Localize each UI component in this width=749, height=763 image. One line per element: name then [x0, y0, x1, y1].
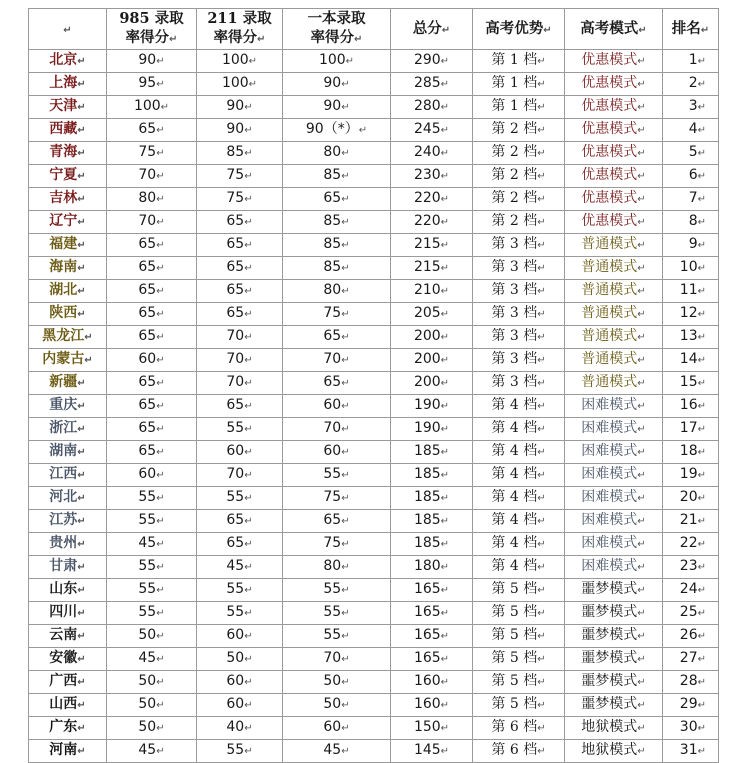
mode-cell: 困难模式↵ [565, 464, 663, 487]
score-211-cell: 55↵ [197, 602, 283, 625]
score-211-cell: 90↵ [197, 119, 283, 142]
score-211-cell: 70↵ [197, 464, 283, 487]
header-cell-province: ↵ [29, 9, 107, 50]
mode-cell: 困难模式↵ [565, 487, 663, 510]
total-cell: 220↵ [391, 188, 473, 211]
score-985-cell: 65↵ [107, 372, 197, 395]
score-yiben-cell: 45↵ [283, 740, 391, 763]
table-row [29, 671, 719, 694]
score-211-cell: 65↵ [197, 510, 283, 533]
table-row [29, 694, 719, 717]
rank-cell: 21↵ [663, 510, 719, 533]
total-cell: 220↵ [391, 211, 473, 234]
mode-cell: 优惠模式↵ [565, 165, 663, 188]
score-yiben-cell: 80↵ [283, 556, 391, 579]
score-985-cell: 55↵ [107, 510, 197, 533]
score-yiben-cell: 60↵ [283, 717, 391, 740]
table-row [29, 556, 719, 579]
total-cell: 185↵ [391, 510, 473, 533]
province-cell: 宁夏↵ [29, 165, 107, 188]
total-cell: 290↵ [391, 50, 473, 73]
score-yiben-cell: 65↵ [283, 510, 391, 533]
total-cell: 185↵ [391, 441, 473, 464]
header-row [29, 9, 719, 50]
rank-cell: 10↵ [663, 257, 719, 280]
mode-cell: 困难模式↵ [565, 395, 663, 418]
score-yiben-cell: 80↵ [283, 142, 391, 165]
province-cell: 广东↵ [29, 717, 107, 740]
total-cell: 240↵ [391, 142, 473, 165]
score-211-cell: 55↵ [197, 579, 283, 602]
score-yiben-cell: 85↵ [283, 234, 391, 257]
total-cell: 230↵ [391, 165, 473, 188]
table-row [29, 142, 719, 165]
mode-cell: 困难模式↵ [565, 533, 663, 556]
score-985-cell: 50↵ [107, 625, 197, 648]
tier-cell: 第 3 档↵ [473, 280, 565, 303]
mode-cell: 噩梦模式↵ [565, 602, 663, 625]
score-211-cell: 65↵ [197, 533, 283, 556]
province-cell: 湖北↵ [29, 280, 107, 303]
score-211-cell: 50↵ [197, 648, 283, 671]
rank-cell: 16↵ [663, 395, 719, 418]
mode-cell: 优惠模式↵ [565, 142, 663, 165]
header-cell-tier: 高考优势↵ [473, 9, 565, 50]
tier-cell: 第 3 档↵ [473, 257, 565, 280]
table-row [29, 257, 719, 280]
rank-cell: 3↵ [663, 96, 719, 119]
tier-cell: 第 3 档↵ [473, 303, 565, 326]
rank-cell: 9↵ [663, 234, 719, 257]
mode-cell: 优惠模式↵ [565, 119, 663, 142]
score-yiben-cell: 85↵ [283, 257, 391, 280]
province-cell: 江西↵ [29, 464, 107, 487]
province-cell: 浙江↵ [29, 418, 107, 441]
rank-cell: 18↵ [663, 441, 719, 464]
total-cell: 210↵ [391, 280, 473, 303]
total-cell: 200↵ [391, 372, 473, 395]
score-211-cell: 60↵ [197, 694, 283, 717]
mode-cell: 普通模式↵ [565, 372, 663, 395]
score-211-cell: 65↵ [197, 257, 283, 280]
score-211-cell: 75↵ [197, 165, 283, 188]
tier-cell: 第 5 档↵ [473, 671, 565, 694]
rank-cell: 1↵ [663, 50, 719, 73]
total-cell: 185↵ [391, 487, 473, 510]
score-211-cell: 55↵ [197, 418, 283, 441]
mode-cell: 地狱模式↵ [565, 717, 663, 740]
province-cell: 贵州↵ [29, 533, 107, 556]
score-211-cell: 55↵ [197, 740, 283, 763]
mode-cell: 普通模式↵ [565, 257, 663, 280]
score-yiben-cell: 90↵ [283, 73, 391, 96]
rank-cell: 2↵ [663, 73, 719, 96]
score-985-cell: 55↵ [107, 556, 197, 579]
table-row [29, 441, 719, 464]
score-211-cell: 65↵ [197, 234, 283, 257]
tier-cell: 第 4 档↵ [473, 487, 565, 510]
table-row [29, 211, 719, 234]
score-985-cell: 55↵ [107, 579, 197, 602]
province-cell: 江苏↵ [29, 510, 107, 533]
province-cell: 四川↵ [29, 602, 107, 625]
score-yiben-cell: 55↵ [283, 579, 391, 602]
score-985-cell: 75↵ [107, 142, 197, 165]
mode-cell: 噩梦模式↵ [565, 625, 663, 648]
mode-cell: 困难模式↵ [565, 418, 663, 441]
header-cell-total: 总分↵ [391, 9, 473, 50]
mode-cell: 优惠模式↵ [565, 96, 663, 119]
total-cell: 165↵ [391, 625, 473, 648]
total-cell: 215↵ [391, 234, 473, 257]
score-985-cell: 95↵ [107, 73, 197, 96]
table-row [29, 96, 719, 119]
score-yiben-cell: 75↵ [283, 303, 391, 326]
tier-cell: 第 6 档↵ [473, 717, 565, 740]
tier-cell: 第 4 档↵ [473, 441, 565, 464]
total-cell: 280↵ [391, 96, 473, 119]
province-cell: 内蒙古↵ [29, 349, 107, 372]
tier-cell: 第 6 档↵ [473, 740, 565, 763]
province-cell: 北京↵ [29, 50, 107, 73]
header-cell-mode: 高考模式↵ [565, 9, 663, 50]
mode-cell: 困难模式↵ [565, 510, 663, 533]
rank-cell: 6↵ [663, 165, 719, 188]
score-985-cell: 50↵ [107, 717, 197, 740]
score-211-cell: 55↵ [197, 487, 283, 510]
rank-cell: 11↵ [663, 280, 719, 303]
score-yiben-cell: 50↵ [283, 671, 391, 694]
rank-cell: 23↵ [663, 556, 719, 579]
mode-cell: 普通模式↵ [565, 303, 663, 326]
rank-cell: 15↵ [663, 372, 719, 395]
score-211-cell: 100↵ [197, 73, 283, 96]
province-cell: 云南↵ [29, 625, 107, 648]
table-row [29, 119, 719, 142]
province-cell: 甘肃↵ [29, 556, 107, 579]
province-cell: 湖南↵ [29, 441, 107, 464]
score-yiben-cell: 55↵ [283, 464, 391, 487]
score-985-cell: 90↵ [107, 50, 197, 73]
tier-cell: 第 2 档↵ [473, 211, 565, 234]
mode-cell: 普通模式↵ [565, 234, 663, 257]
mode-cell: 优惠模式↵ [565, 73, 663, 96]
score-211-cell: 75↵ [197, 188, 283, 211]
province-cell: 安徽↵ [29, 648, 107, 671]
rank-cell: 28↵ [663, 671, 719, 694]
score-yiben-cell: 55↵ [283, 625, 391, 648]
score-211-cell: 40↵ [197, 717, 283, 740]
province-cell: 上海↵ [29, 73, 107, 96]
total-cell: 285↵ [391, 73, 473, 96]
score-985-cell: 55↵ [107, 487, 197, 510]
table-row [29, 487, 719, 510]
score-985-cell: 100↵ [107, 96, 197, 119]
title-strip [0, 0, 749, 8]
ranking-table [28, 8, 719, 763]
rank-cell: 5↵ [663, 142, 719, 165]
mode-cell: 困难模式↵ [565, 556, 663, 579]
mode-cell: 地狱模式↵ [565, 740, 663, 763]
table-row [29, 73, 719, 96]
score-211-cell: 65↵ [197, 395, 283, 418]
tier-cell: 第 1 档↵ [473, 50, 565, 73]
tier-cell: 第 3 档↵ [473, 349, 565, 372]
total-cell: 165↵ [391, 648, 473, 671]
score-985-cell: 50↵ [107, 671, 197, 694]
total-cell: 190↵ [391, 395, 473, 418]
score-yiben-cell: 70↵ [283, 349, 391, 372]
mode-cell: 噩梦模式↵ [565, 671, 663, 694]
table-row [29, 303, 719, 326]
score-985-cell: 45↵ [107, 533, 197, 556]
total-cell: 160↵ [391, 671, 473, 694]
table-row [29, 579, 719, 602]
total-cell: 165↵ [391, 579, 473, 602]
score-yiben-cell: 50↵ [283, 694, 391, 717]
total-cell: 215↵ [391, 257, 473, 280]
score-985-cell: 45↵ [107, 740, 197, 763]
rank-cell: 8↵ [663, 211, 719, 234]
province-cell: 黑龙江↵ [29, 326, 107, 349]
total-cell: 165↵ [391, 602, 473, 625]
tier-cell: 第 1 档↵ [473, 96, 565, 119]
table-row [29, 395, 719, 418]
score-yiben-cell: 65↵ [283, 372, 391, 395]
total-cell: 200↵ [391, 326, 473, 349]
score-985-cell: 65↵ [107, 280, 197, 303]
score-yiben-cell: 55↵ [283, 602, 391, 625]
tier-cell: 第 4 档↵ [473, 464, 565, 487]
score-985-cell: 65↵ [107, 441, 197, 464]
rank-cell: 14↵ [663, 349, 719, 372]
score-211-cell: 70↵ [197, 349, 283, 372]
province-cell: 山西↵ [29, 694, 107, 717]
tier-cell: 第 1 档↵ [473, 73, 565, 96]
score-985-cell: 55↵ [107, 602, 197, 625]
province-cell: 吉林↵ [29, 188, 107, 211]
province-cell: 辽宁↵ [29, 211, 107, 234]
score-yiben-cell: 75↵ [283, 487, 391, 510]
province-cell: 海南↵ [29, 257, 107, 280]
province-cell: 陕西↵ [29, 303, 107, 326]
rank-cell: 30↵ [663, 717, 719, 740]
table-row [29, 50, 719, 73]
score-yiben-cell: 65↵ [283, 326, 391, 349]
score-yiben-cell: 75↵ [283, 533, 391, 556]
rank-cell: 22↵ [663, 533, 719, 556]
score-211-cell: 70↵ [197, 372, 283, 395]
tier-cell: 第 2 档↵ [473, 188, 565, 211]
tier-cell: 第 2 档↵ [473, 119, 565, 142]
mode-cell: 优惠模式↵ [565, 50, 663, 73]
mode-cell: 优惠模式↵ [565, 188, 663, 211]
province-cell: 广西↵ [29, 671, 107, 694]
mode-cell: 普通模式↵ [565, 326, 663, 349]
province-cell: 河北↵ [29, 487, 107, 510]
table-body [29, 50, 719, 763]
rank-cell: 31↵ [663, 740, 719, 763]
score-985-cell: 60↵ [107, 349, 197, 372]
mode-cell: 噩梦模式↵ [565, 694, 663, 717]
tier-cell: 第 3 档↵ [473, 326, 565, 349]
score-985-cell: 65↵ [107, 234, 197, 257]
header-cell-211: 211 录取 率得分↵ [197, 9, 283, 50]
rank-cell: 24↵ [663, 579, 719, 602]
score-211-cell: 45↵ [197, 556, 283, 579]
table-row [29, 648, 719, 671]
header-cell-rank: 排名↵ [663, 9, 719, 50]
table-row [29, 418, 719, 441]
province-cell: 新疆↵ [29, 372, 107, 395]
tier-cell: 第 5 档↵ [473, 625, 565, 648]
score-985-cell: 65↵ [107, 326, 197, 349]
mode-cell: 普通模式↵ [565, 280, 663, 303]
score-yiben-cell: 65↵ [283, 188, 391, 211]
table-row [29, 533, 719, 556]
score-yiben-cell: 70↵ [283, 418, 391, 441]
score-211-cell: 65↵ [197, 280, 283, 303]
mode-cell: 困难模式↵ [565, 441, 663, 464]
total-cell: 245↵ [391, 119, 473, 142]
rank-cell: 4↵ [663, 119, 719, 142]
total-cell: 185↵ [391, 464, 473, 487]
tier-cell: 第 5 档↵ [473, 694, 565, 717]
score-yiben-cell: 60↵ [283, 441, 391, 464]
province-cell: 青海↵ [29, 142, 107, 165]
rank-cell: 25↵ [663, 602, 719, 625]
score-211-cell: 85↵ [197, 142, 283, 165]
table-row [29, 740, 719, 763]
total-cell: 205↵ [391, 303, 473, 326]
tier-cell: 第 5 档↵ [473, 648, 565, 671]
table-row [29, 188, 719, 211]
mode-cell: 噩梦模式↵ [565, 648, 663, 671]
score-985-cell: 70↵ [107, 165, 197, 188]
province-cell: 福建↵ [29, 234, 107, 257]
header-cell-yiben: 一本录取 率得分↵ [283, 9, 391, 50]
province-cell: 重庆↵ [29, 395, 107, 418]
score-211-cell: 60↵ [197, 625, 283, 648]
rank-cell: 13↵ [663, 326, 719, 349]
total-cell: 180↵ [391, 556, 473, 579]
rank-cell: 17↵ [663, 418, 719, 441]
score-yiben-cell: 100↵ [283, 50, 391, 73]
rank-cell: 29↵ [663, 694, 719, 717]
total-cell: 200↵ [391, 349, 473, 372]
table-row [29, 326, 719, 349]
score-yiben-cell: 60↵ [283, 395, 391, 418]
tier-cell: 第 5 档↵ [473, 602, 565, 625]
tier-cell: 第 3 档↵ [473, 372, 565, 395]
rank-cell: 12↵ [663, 303, 719, 326]
tier-cell: 第 3 档↵ [473, 234, 565, 257]
score-yiben-cell: 80↵ [283, 280, 391, 303]
score-985-cell: 65↵ [107, 119, 197, 142]
table-row [29, 349, 719, 372]
score-yiben-cell: 90↵ [283, 96, 391, 119]
table-row [29, 625, 719, 648]
total-cell: 160↵ [391, 694, 473, 717]
tier-cell: 第 5 档↵ [473, 579, 565, 602]
score-985-cell: 60↵ [107, 464, 197, 487]
score-211-cell: 100↵ [197, 50, 283, 73]
score-211-cell: 60↵ [197, 671, 283, 694]
total-cell: 145↵ [391, 740, 473, 763]
table-row [29, 717, 719, 740]
rank-cell: 7↵ [663, 188, 719, 211]
score-yiben-cell: 85↵ [283, 165, 391, 188]
rank-cell: 20↵ [663, 487, 719, 510]
rank-cell: 27↵ [663, 648, 719, 671]
table-row [29, 165, 719, 188]
score-211-cell: 90↵ [197, 96, 283, 119]
mode-cell: 普通模式↵ [565, 349, 663, 372]
total-cell: 150↵ [391, 717, 473, 740]
score-985-cell: 65↵ [107, 303, 197, 326]
score-211-cell: 70↵ [197, 326, 283, 349]
province-cell: 天津↵ [29, 96, 107, 119]
score-211-cell: 60↵ [197, 441, 283, 464]
mode-cell: 优惠模式↵ [565, 211, 663, 234]
table-row [29, 280, 719, 303]
score-985-cell: 45↵ [107, 648, 197, 671]
province-cell: 西藏↵ [29, 119, 107, 142]
tier-cell: 第 2 档↵ [473, 142, 565, 165]
score-211-cell: 65↵ [197, 303, 283, 326]
province-cell: 河南↵ [29, 740, 107, 763]
total-cell: 190↵ [391, 418, 473, 441]
tier-cell: 第 4 档↵ [473, 395, 565, 418]
score-yiben-cell: 85↵ [283, 211, 391, 234]
tier-cell: 第 2 档↵ [473, 165, 565, 188]
mode-cell: 噩梦模式↵ [565, 579, 663, 602]
score-985-cell: 80↵ [107, 188, 197, 211]
score-yiben-cell: 90（*）↵ [283, 119, 391, 142]
tier-cell: 第 4 档↵ [473, 418, 565, 441]
score-985-cell: 65↵ [107, 418, 197, 441]
table-row [29, 464, 719, 487]
score-985-cell: 70↵ [107, 211, 197, 234]
table-row [29, 510, 719, 533]
table-row [29, 372, 719, 395]
table-row [29, 234, 719, 257]
total-cell: 185↵ [391, 533, 473, 556]
rank-cell: 19↵ [663, 464, 719, 487]
tier-cell: 第 4 档↵ [473, 556, 565, 579]
score-985-cell: 65↵ [107, 257, 197, 280]
rank-cell: 26↵ [663, 625, 719, 648]
table-row [29, 602, 719, 625]
tier-cell: 第 4 档↵ [473, 510, 565, 533]
score-985-cell: 50↵ [107, 694, 197, 717]
tier-cell: 第 4 档↵ [473, 533, 565, 556]
province-cell: 山东↵ [29, 579, 107, 602]
score-985-cell: 65↵ [107, 395, 197, 418]
score-211-cell: 65↵ [197, 211, 283, 234]
score-yiben-cell: 70↵ [283, 648, 391, 671]
header-cell-985: 985 录取 率得分↵ [107, 9, 197, 50]
